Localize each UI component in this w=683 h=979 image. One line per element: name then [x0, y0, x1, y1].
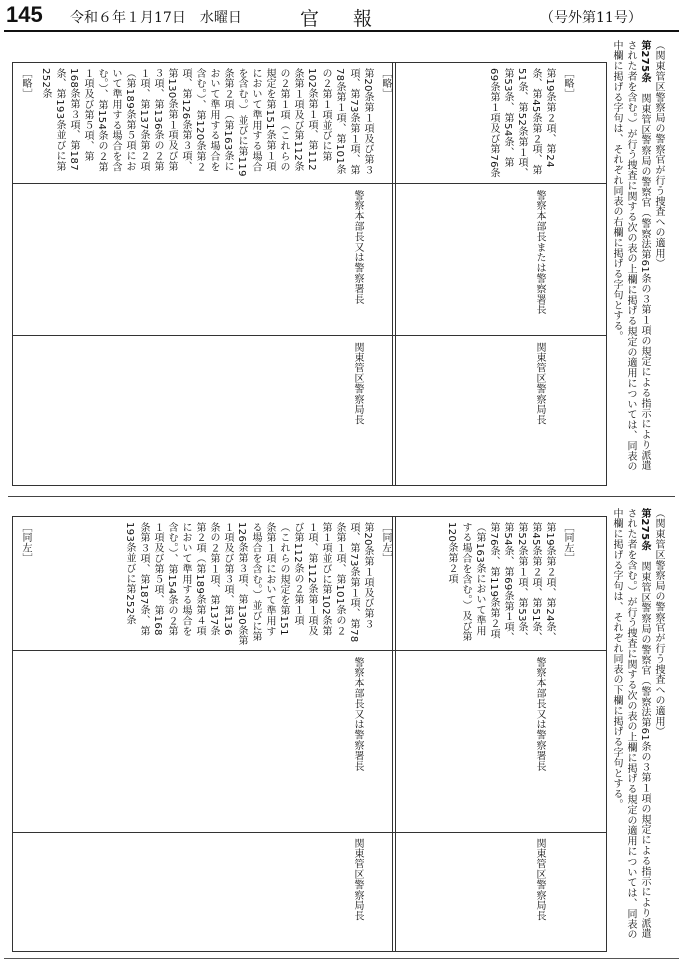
- top-table-1-provisions: 第19条第２項、第24条、第45条第２項、第51条、第52条第１項、第53条、第54条、第69条第１項及び第76条: [488, 68, 555, 179]
- header-divider: [4, 30, 679, 32]
- bottom-table-2-replaced: 警察本部長又は警察署長: [352, 657, 363, 772]
- page-number: 145: [6, 2, 43, 27]
- issue-date: 令和６年１月17日 水曜日: [70, 10, 242, 26]
- table-divider: [12, 650, 396, 651]
- bottom-article-body: [611, 508, 651, 948]
- bottom-table-1-replaced: 警察本部長又は警察署長: [534, 657, 545, 772]
- top-table-1-replacement: 関東管区警察局長: [534, 342, 545, 426]
- table-divider: [392, 183, 607, 184]
- bottom-article-number: 第275条: [639, 508, 650, 551]
- top-table-2-replacement: 関東管区警察局長: [352, 342, 363, 426]
- top-table-2-label: ［略］: [380, 68, 391, 100]
- top-article-text: 関東管区警察局の警察官（警察法第61条の３第１項の規定による指示により派遣された者を含む。）が行う捜査に関する次の表の上欄に掲げる規定の適用については、同表の中欄に掲げる字句は、それぞれ同表の右欄に掲げる字句とする。: [611, 40, 650, 472]
- top-article-body: [611, 40, 651, 480]
- bottom-table-2-provisions: 第20条第１項及び第３項、第73条第１項、第78条第１項、第101条の２第１項並びに第102条第１項、第112条第１項及び第112条の２第１項（これらの規定を第151条第１項において準用する場合を含む。）並びに第126条第３項、第130条第１項及び第３項、第136条の２第１項、第137条第２項（第189条第４項において準用する場合を含む。）、第154条の２第１項及び第５項、第168条第３項、第187条、第193条並びに第252条: [124, 522, 373, 646]
- table-divider: [12, 335, 396, 336]
- bottom-table-1-replacement: 関東管区警察局長: [534, 838, 545, 922]
- top-table-1-replaced: 警察本部長または警察署長: [534, 190, 545, 315]
- bottom-article-text: 関東管区警察局の警察官（警察法第61条の３第１項の規定による指示により派遣された者を含む。）が行う捜査に関する次の表の上欄に掲げる規定の適用については、同表の中欄に掲げる字句は、それぞれ同表の下欄に掲げる字句とする。: [611, 508, 650, 940]
- bottom-table-1-label: ［同左］: [562, 522, 573, 564]
- top-table-2-label-left: ［略］: [20, 68, 31, 100]
- top-table-1-label: ［略］: [562, 68, 573, 100]
- bottom-table-1-provisions: 第19条第２項、第24条、第45条第２項、第51条、第52条第１項、第53条、第54条、第69条第１項、第76条、第119条第２項（第163条において準用する場合を含む。）及び第120条第２項: [446, 522, 555, 643]
- bottom-article-heading: （関東管区警察局の警察官が行う捜査への適用）: [653, 508, 664, 737]
- top-article-number: 第275条: [639, 40, 650, 83]
- table-divider: [12, 832, 396, 833]
- table-divider: [12, 183, 396, 184]
- top-table-2-replaced: 警察本部長又は警察署長: [352, 190, 363, 305]
- gazette-header: [0, 0, 683, 30]
- gazette-title: 官報: [300, 8, 407, 30]
- top-table-2-provisions: 第20条第１項及び第３項、第73条第１項、第78条第１項、第101条の２第１項並びに第102条第１項、第112条第１項及び第112条の２第１項（これらの規定を第151条第１項において準用する場合を含む。）並びに第119条第２項（第163条において準用する場合を含む。）、第120条第２項、第126条第３項、第130条第１項及び第３項、第136条の２第１項、第137条第２項（第189条第５項において準用する場合を含む。）、第154条の２第１項及び第５項、第168条第３項、第187条、第193条並びに第252条: [40, 68, 373, 177]
- table-divider: [392, 650, 607, 651]
- bottom-table-2-label: ［同左］: [380, 522, 391, 564]
- section-divider: [8, 496, 675, 497]
- bottom-table-2-label-left: ［同左］: [20, 522, 31, 564]
- footer-divider: [4, 958, 679, 959]
- top-article-heading: （関東管区警察局の警察官が行う捜査への適用）: [653, 40, 664, 269]
- bottom-table-2-replacement: 関東管区警察局長: [352, 838, 363, 922]
- table-divider: [392, 832, 607, 833]
- issue-number: （号外第11号）: [540, 10, 642, 26]
- table-divider: [392, 335, 607, 336]
